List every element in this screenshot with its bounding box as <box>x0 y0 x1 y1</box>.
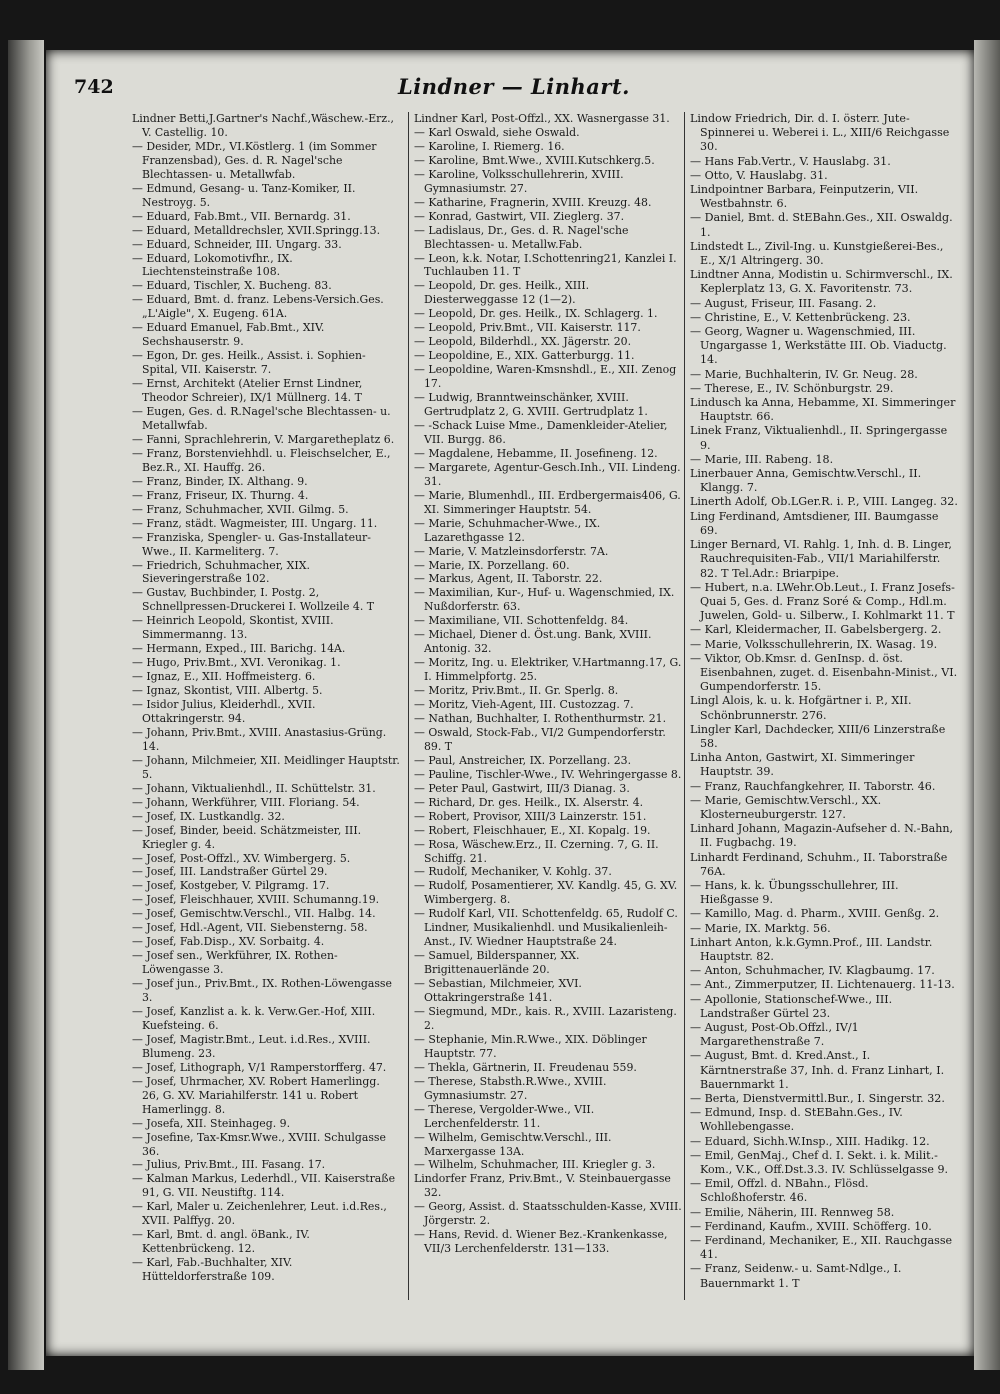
directory-entry: — Karoline, I. Riemerg. 16. <box>414 139 565 153</box>
directory-entry: — Edmund, Gesang- u. Tanz-Komiker, II. Nestroyg. 5. <box>132 181 356 209</box>
directory-entry: — Nathan, Buchhalter, I. Rothenthurmstr. 21. <box>414 711 667 725</box>
directory-entry: — Johann, Viktualienhdl., II. Schüttelstr. 31. <box>132 781 376 795</box>
directory-entry: — Eugen, Ges. d. R.Nagel'sche Blechtassen- u. Metallwfab. <box>132 405 391 432</box>
book-spine <box>8 40 44 1370</box>
column-1 <box>132 112 400 1284</box>
directory-entry: — Franz, städt. Wagmeister, III. Ungarg. 11. <box>132 516 378 530</box>
directory-entry: — Heinrich Leopold, Skontist, XVIII. Simmermanng. 13. <box>132 614 334 642</box>
directory-entry: — Emilie, Näherin, III. Rennweg 58. <box>690 1205 895 1219</box>
directory-entry: — Johann, Milchmeier, XII. Meidlinger Hauptstr. 5. <box>132 753 400 781</box>
directory-entry: — Leopold, Dr. ges. Heilk., XIII. Diesterweggasse 12 (1—2). <box>414 279 590 307</box>
directory-entry: — Josef, Gemischtw.Verschl., VII. Halbg. 14. <box>132 907 376 921</box>
directory-entry: — Therese, Stabsth.R.Wwe., XVIII. Gymnasiumstr. 27. <box>414 1074 607 1102</box>
directory-entry: — Wilhelm, Schuhmacher, III. Kriegler g. 3. <box>414 1158 656 1172</box>
directory-entry: — Franz, Binder, IX. Althang. 9. <box>132 474 308 488</box>
directory-entry: — Michael, Diener d. Öst.ung. Bank, XVIII. Antonig. 32. <box>414 628 652 656</box>
directory-entry: — Kamillo, Mag. d. Pharm., XVIII. Genßg. 2. <box>690 907 940 921</box>
directory-entry: — Gustav, Buchbinder, I. Postg. 2, Schnellpressen-Druckerei I. Wollzeile 4. T <box>132 586 375 614</box>
directory-entry: — Siegmund, MDr., kais. R., XVIII. Lazaristeng. 2. <box>414 1005 677 1032</box>
directory-entry: — Josef, Hdl.-Agent, VII. Siebensterng. 58. <box>132 921 368 935</box>
directory-entry: — Hans, Revid. d. Wiener Bez.-Krankenkasse, VII/3 Lerchenfelderstr. 131—133. <box>414 1228 668 1256</box>
directory-entry: Lindusch ka Anna, Hebamme, XI. Simmeringer Hauptstr. 66. <box>690 396 956 424</box>
directory-entry: — Marie, V. Matzleinsdorferstr. 7A. <box>414 544 609 558</box>
directory-entry: — Rudolf, Posamentierer, XV. Kandlg. 45, G. XV. Wimbergerg. 8. <box>414 879 678 907</box>
directory-entry: Lindtner Anna, Modistin u. Schirmverschl., IX. Keplerplatz 13, G. X. Favoritenstr. 73. <box>690 268 953 296</box>
directory-entry: Lindner Karl, Post-Offzl., XX. Wasnergasse 31. <box>414 112 670 125</box>
directory-entry: — Ladislaus, Dr., Ges. d. R. Nagel'sche Blechtassen- u. Metallw.Fab. <box>414 223 629 251</box>
directory-entry: Linhard Johann, Magazin-Aufseher d. N.-Bahn, II. Fugbachg. 19. <box>690 822 954 850</box>
directory-entry: — August, Friseur, III. Fasang. 2. <box>690 296 877 310</box>
directory-entry: — Eduard, Lokomotivfhr., IX. Liechtensteinstraße 108. <box>132 251 293 279</box>
directory-entry: — Ant., Zimmerputzer, II. Lichtenauerg. 11-13. <box>690 978 955 992</box>
directory-entry: — Josef sen., Werkführer, IX. Rothen-Löwengasse 3. <box>132 949 338 977</box>
directory-entry: — Emil, GenMaj., Chef d. I. Sekt. i. k. Milit.-Kom., V.K., Off.Dst.3.3. IV. Schlüsselgasse 9. <box>690 1148 949 1177</box>
directory-entry: — Ignaz, Skontist, VIII. Albertg. 5. <box>132 684 323 698</box>
directory-entry: — Ludwig, Branntweinschänker, XVIII. Gertrudplatz 2, G. XVIII. Gertrudplatz 1. <box>414 391 648 419</box>
directory-entry: — Marie, Buchhalterin, IV. Gr. Neug. 28. <box>690 367 918 381</box>
directory-entry: — Samuel, Bilderspanner, XX. Brigittenauerlände 20. <box>414 949 580 977</box>
column-rule <box>684 112 685 1300</box>
directory-entry: — Katharine, Fragnerin, XVIII. Kreuzg. 48. <box>414 195 652 209</box>
directory-entry: — Georg, Assist. d. Staatsschulden-Kasse, XVIII. Jörgerstr. 2. <box>414 1200 682 1228</box>
directory-entry: — Eduard, Metalldrechsler, XVII.Springg.13. <box>132 223 381 237</box>
directory-entry: — Josef, Uhrmacher, XV. Robert Hamerlingg. 26, G. XV. Mariahilferstr. 141 u. Robert Hamerlingg. 8. <box>132 1074 380 1116</box>
directory-entry: — Franz, Borstenviehhdl. u. Fleischselcher, E., Bez.R., XI. Hauffg. 26. <box>132 446 391 474</box>
directory-entry: — Ernst, Architekt (Atelier Ernst Lindner, Theodor Schreier), IX/1 Müllnerg. 14. T <box>132 377 363 405</box>
directory-entry: — Karoline, Bmt.Wwe., XVIII.Kutschkerg.5. <box>414 153 655 167</box>
directory-entry: — Egon, Dr. ges. Heilk., Assist. i. Sophien-Spital, VII. Kaiserstr. 7. <box>132 349 366 377</box>
directory-entry: Linek Franz, Viktualienhdl., II. Springergasse 9. <box>690 424 948 452</box>
directory-entry: — Robert, Fleischhauer, E., XI. Kopalg. 19. <box>414 823 651 837</box>
directory-entry: — Christine, E., V. Kettenbrückeng. 23. <box>690 310 911 324</box>
directory-entry: — Franz, Friseur, IX. Thurng. 4. <box>132 488 309 502</box>
directory-entry: — Josef, Binder, beeid. Schätzmeister, III. Kriegler g. 4. <box>132 823 362 851</box>
directory-entry: — Desider, MDr., VI.Köstlerg. 1 (im Sommer Franzensbad), Ges. d. R. Nagel'sche Blechtassen- u. Metallwfab. <box>132 139 377 181</box>
directory-entry: — Berta, Dienstvermittl.Bur., I. Singerstr. 32. <box>690 1092 945 1106</box>
directory-entry: — August, Bmt. d. Kred.Anst., I. Kärntnerstraße 37, Inh. d. Franz Linhart, I. Bauernmarkt 1. <box>690 1049 945 1091</box>
directory-entry: — Therese, Vergolder-Wwe., VII. Lerchenfelderstr. 11. <box>414 1102 595 1130</box>
directory-entry: — -Schack Luise Mme., Damenkleider-Atelier, VII. Burgg. 86. <box>414 418 668 446</box>
directory-entry: Lindow Friedrich, Dir. d. I. österr. Jute-Spinnerei u. Weberei i. L., XIII/6 Reichgasse 30. <box>690 112 950 154</box>
directory-entry: — Marie, Blumenhdl., III. Erdbergermais406, G. XI. Simmeringer Hauptstr. 54. <box>414 488 681 516</box>
directory-entry: Linha Anton, Gastwirt, XI. Simmeringer Hauptstr. 39. <box>690 751 915 779</box>
directory-entry: — Paul, Anstreicher, IX. Porzellang. 23. <box>414 753 632 767</box>
directory-entry: — Karl, Bmt. d. angl. öBank., IV. Kettenbrückeng. 12. <box>132 1228 310 1256</box>
directory-entry: — Otto, V. Hauslabg. 31. <box>690 168 828 182</box>
directory-entry: — Georg, Wagner u. Wagenschmied, III. Ungargasse 1, Werkstätte III. Ob. Viaductg. 14. <box>690 325 947 367</box>
directory-entry: — Karl, Maler u. Zeichenlehrer, Leut. i.d.Res., XVII. Palffyg. 20. <box>132 1200 387 1228</box>
directory-entry: — Richard, Dr. ges. Heilk., IX. Alserstr. 4. <box>414 795 644 809</box>
directory-entry: — Josefa, XII. Steinhageg. 9. <box>132 1116 291 1130</box>
directory-entry: — Eduard, Fab.Bmt., VII. Bernardg. 31. <box>132 209 351 223</box>
directory-entry: — August, Post-Ob.Offzl., IV/1 Margarethenstraße 7. <box>690 1021 859 1049</box>
directory-entry: — Daniel, Bmt. d. StEBahn.Ges., XII. Oswaldg. 1. <box>690 211 953 239</box>
directory-entry: — Viktor, Ob.Kmsr. d. GenInsp. d. öst. Eisenbahnen, zuget. d. Eisenbahn-Minist., VI. Gumpendorferstr. 15. <box>690 651 958 694</box>
directory-entry: — Oswald, Stock-Fab., VI/2 Gumpendorferstr. 89. T <box>414 725 666 753</box>
directory-entry: — Isidor Julius, Kleiderhdl., XVII. Ottakringerstr. 94. <box>132 698 316 725</box>
directory-entry: — Hermann, Exped., III. Barichg. 14A. <box>132 642 346 656</box>
directory-entry: — Ferdinand, Mechaniker, E., XII. Rauchgasse 41. <box>690 1234 953 1262</box>
directory-entry: — Leon, k.k. Notar, I.Schottenring21, Kanzlei I. Tuchlauben 11. T <box>414 251 677 279</box>
directory-entry: — Karl Oswald, siehe Oswald. <box>414 125 580 139</box>
directory-entry: — Fanni, Sprachlehrerin, V. Margaretheplatz 6. <box>132 432 395 446</box>
directory-entry: — Peter Paul, Gastwirt, III/3 Dianag. 3. <box>414 781 630 795</box>
directory-entry: Linhardt Ferdinand, Schuhm., II. Taborstraße 76A. <box>690 850 948 878</box>
column-2 <box>414 112 682 1256</box>
directory-entry: — Pauline, Tischler-Wwe., IV. Wehringergasse 8. <box>414 767 682 781</box>
directory-entry: — Maximilian, Kur-, Huf- u. Wagenschmied, IX. Nußdorferstr. 63. <box>414 586 675 614</box>
directory-entry: — Josef, Magistr.Bmt., Leut. i.d.Res., XVIII. Blumeng. 23. <box>132 1032 371 1060</box>
directory-entry: — Leopoldine, Waren-Kmsnshdl., E., XII. Zenog 17. <box>414 363 677 391</box>
column-rule <box>408 112 409 1300</box>
directory-entry: — Moritz, Ing. u. Elektriker, V.Hartmanng.17, G. I. Himmelpfortg. 25. <box>414 656 682 684</box>
directory-entry: — Marie, Gemischtw.Verschl., XX. Klosterneuburgerstr. 127. <box>690 793 882 821</box>
directory-entry: — Markus, Agent, II. Taborstr. 22. <box>414 572 603 586</box>
directory-entry: — Eduard Emanuel, Fab.Bmt., XIV. Sechshauserstr. 9. <box>132 321 325 349</box>
directory-entry: — Margarete, Agentur-Gesch.Inh., VII. Lindeng. 31. <box>414 460 681 488</box>
directory-entry: — Ignaz, E., XII. Hoffmeisterg. 6. <box>132 670 316 684</box>
directory-entry: — Hugo, Priv.Bmt., XVI. Veronikag. 1. <box>132 656 341 670</box>
directory-entry: Lingl Alois, k. u. k. Hofgärtner i. P., XII. Schönbrunnerstr. 276. <box>690 694 912 722</box>
directory-entry: — Emil, Offzl. d. NBahn., Flösd. Schloßhoferstr. 46. <box>690 1177 869 1205</box>
directory-entry: — Rudolf, Mechaniker, V. Kohlg. 37. <box>414 865 612 879</box>
directory-entry: — Josef, Kanzlist a. k. k. Verw.Ger.-Hof, XIII. Kuefsteing. 6. <box>132 1005 376 1032</box>
directory-entry: — Leopold, Dr. ges. Heilk., IX. Schlagerg. 1. <box>414 307 658 321</box>
directory-entry: — Therese, E., IV. Schönburgstr. 29. <box>690 381 894 395</box>
directory-entry: Lindpointner Barbara, Feinputzerin, VII. Westbahnstr. 6. <box>690 183 919 211</box>
directory-entry: — Konrad, Gastwirt, VII. Zieglerg. 37. <box>414 209 625 223</box>
page-header <box>74 68 954 108</box>
directory-entry: — Marie, III. Rabeng. 18. <box>690 452 834 466</box>
directory-entry: — Johann, Priv.Bmt., XVIII. Anastasius-Grüng. 14. <box>132 725 387 753</box>
directory-entry: — Thekla, Gärtnerin, II. Freudenau 559. <box>414 1060 637 1074</box>
page-number: 742 <box>74 76 114 98</box>
directory-entry: — Moritz, Vieh-Agent, III. Custozzag. 7. <box>414 698 634 712</box>
directory-entry: — Karl, Kleidermacher, II. Gabelsbergerg. 2. <box>690 623 942 637</box>
directory-entry: — Edmund, Insp. d. StEBahn.Ges., IV. Wohllebengasse. <box>690 1106 903 1134</box>
directory-entry: — Maximiliane, VII. Schottenfeldg. 84. <box>414 614 629 628</box>
directory-entry: — Eduard, Schneider, III. Ungarg. 33. <box>132 237 342 251</box>
directory-entry: — Josef, Fab.Disp., XV. Sorbaitg. 4. <box>132 935 325 949</box>
directory-entry: — Marie, IX. Marktg. 56. <box>690 921 831 935</box>
column-3 <box>690 112 958 1291</box>
directory-entry: — Josef, Lithograph, V/1 Ramperstorfferg. 47. <box>132 1060 387 1074</box>
directory-entry: — Karoline, Volksschullehrerin, XVIII. Gymnasiumstr. 27. <box>414 167 624 195</box>
directory-entry: — Rudolf Karl, VII. Schottenfeldg. 65, Rudolf C. Lindner, Musikalienhdl. und Musikalienleih-Anst., IV. Wiedner Hauptstraße 24. <box>414 907 678 949</box>
directory-entry: — Marie, IX. Porzellang. 60. <box>414 558 570 572</box>
directory-entry: — Leopold, Priv.Bmt., VII. Kaiserstr. 117. <box>414 321 641 335</box>
directory-entry: Lindner Betti,J.Gartner's Nachf.,Wäschew.-Erz., V. Castellig. 10. <box>132 112 395 139</box>
directory-entry: — Johann, Werkführer, VIII. Floriang. 54. <box>132 795 360 809</box>
directory-entry: — Hans Fab.Vertr., V. Hauslabg. 31. <box>690 154 891 168</box>
directory-entry: — Rosa, Wäschew.Erz., II. Czerning. 7, G. II. Schiffg. 21. <box>414 837 659 865</box>
directory-entry: Linhart Anton, k.k.Gymn.Prof., III. Landstr. Hauptstr. 82. <box>690 935 933 963</box>
directory-entry: — Eduard, Bmt. d. franz. Lebens-Versich.Ges. „L'Aigle", X. Eugeng. 61A. <box>132 293 384 321</box>
directory-entry: — Wilhelm, Gemischtw.Verschl., III. Marxergasse 13A. <box>414 1130 612 1158</box>
directory-entry: Linger Bernard, VI. Rahlg. 1, Inh. d. B. Linger, Rauchrequisiten-Fab., VII/1 Mariahilferstr. 82. T Tel.Adr.: Briarpipe. <box>690 538 952 580</box>
directory-entry: Ling Ferdinand, Amtsdiener, III. Baumgasse 69. <box>690 509 939 537</box>
directory-entry: — Josef jun., Priv.Bmt., IX. Rothen-Löwengasse 3. <box>132 977 392 1005</box>
directory-entry: — Josef, Kostgeber, V. Pilgramg. 17. <box>132 879 330 893</box>
directory-entry: — Marie, Schuhmacher-Wwe., IX. Lazarethgasse 12. <box>414 516 601 544</box>
directory-entry: — Franz, Schuhmacher, XVII. Gilmg. 5. <box>132 502 349 516</box>
directory-entry: Lindstedt L., Zivil-Ing. u. Kunstgießerei-Bes., E., X/1 Altringerg. 30. <box>690 239 944 268</box>
directory-entry: — Julius, Priv.Bmt., III. Fasang. 17. <box>132 1158 326 1172</box>
directory-entry: — Ferdinand, Kaufm., XVIII. Schöfferg. 10. <box>690 1219 932 1233</box>
directory-entry: — Josef, IX. Lustkandlg. 32. <box>132 809 285 823</box>
directory-entry: — Franz, Seidenw.- u. Samt-Ndlge., I. Bauernmarkt 1. T <box>690 1262 902 1290</box>
directory-entry: Lindorfer Franz, Priv.Bmt., V. Steinbauergasse 32. <box>414 1172 671 1200</box>
directory-entry: — Moritz, Priv.Bmt., II. Gr. Sperlg. 8. <box>414 684 619 698</box>
running-head: Lindner — Linhart. <box>398 74 630 99</box>
directory-entry: Linerth Adolf, Ob.LGer.R. i. P., VIII. Langeg. 32. <box>690 495 958 509</box>
directory-entry: — Apollonie, Stationschef-Wwe., III. Landstraßer Gürtel 23. <box>690 992 893 1020</box>
directory-entry: — Marie, Volksschullehrerin, IX. Wasag. 19. <box>690 637 938 651</box>
directory-entry: — Josef, III. Landstraßer Gürtel 29. <box>132 865 328 879</box>
directory-entry: — Josefine, Tax-Kmsr.Wwe., XVIII. Schulgasse 36. <box>132 1130 386 1158</box>
directory-entry: — Sebastian, Milchmeier, XVI. Ottakringerstraße 141. <box>414 977 582 1005</box>
directory-entry: — Eduard, Sichh.W.Insp., XIII. Hadikg. 12. <box>690 1134 930 1148</box>
directory-entry: Linerbauer Anna, Gemischtw.Verschl., II. Klangg. 7. <box>690 467 922 495</box>
directory-entry: — Stephanie, Min.R.Wwe., XIX. Döblinger Hauptstr. 77. <box>414 1032 647 1060</box>
page-edge <box>974 40 1000 1370</box>
directory-entry: — Anton, Schuhmacher, IV. Klagbaumg. 17. <box>690 964 935 978</box>
directory-entry: — Eduard, Tischler, X. Bucheng. 83. <box>132 279 332 293</box>
directory-entry: — Robert, Provisor, XIII/3 Lainzerstr. 151. <box>414 809 647 823</box>
directory-entry: — Friedrich, Schuhmacher, XIX. Sieveringerstraße 102. <box>132 558 310 586</box>
directory-entry: — Josef, Fleischhauer, XVIII. Schumanng.19. <box>132 893 380 907</box>
directory-entry: Lingler Karl, Dachdecker, XIII/6 Linzerstraße 58. <box>690 722 946 750</box>
directory-entry: — Magdalene, Hebamme, II. Josefineng. 12. <box>414 446 658 460</box>
directory-entry: — Hans, k. k. Übungsschullehrer, III. Hießgasse 9. <box>690 878 899 907</box>
directory-entry: — Karl, Fab.-Buchhalter, XIV. Hütteldorferstraße 109. <box>132 1256 293 1284</box>
directory-entry: — Josef, Post-Offzl., XV. Wimbergerg. 5. <box>132 851 351 865</box>
directory-entry: — Franz, Rauchfangkehrer, II. Taborstr. 46. <box>690 779 936 793</box>
directory-entry: — Hubert, n.a. LWehr.Ob.Leut., I. Franz Josefs-Quai 5, Ges. d. Franz Soré & Comp., Hdl.m. Juwelen, Gold- u. Silberw., I. Kohlmarkt 11. T <box>690 580 955 623</box>
directory-entry: — Kalman Markus, Lederhdl., VII. Kaiserstraße 91, G. VII. Neustiftg. 114. <box>132 1172 396 1200</box>
directory-entry: — Leopold, Bilderhdl., XX. Jägerstr. 20. <box>414 335 632 349</box>
directory-entry: — Leopoldine, E., XIX. Gatterburgg. 11. <box>414 349 635 363</box>
directory-entry: — Franziska, Spengler- u. Gas-Installateur-Wwe., II. Karmeliterg. 7. <box>132 530 371 558</box>
